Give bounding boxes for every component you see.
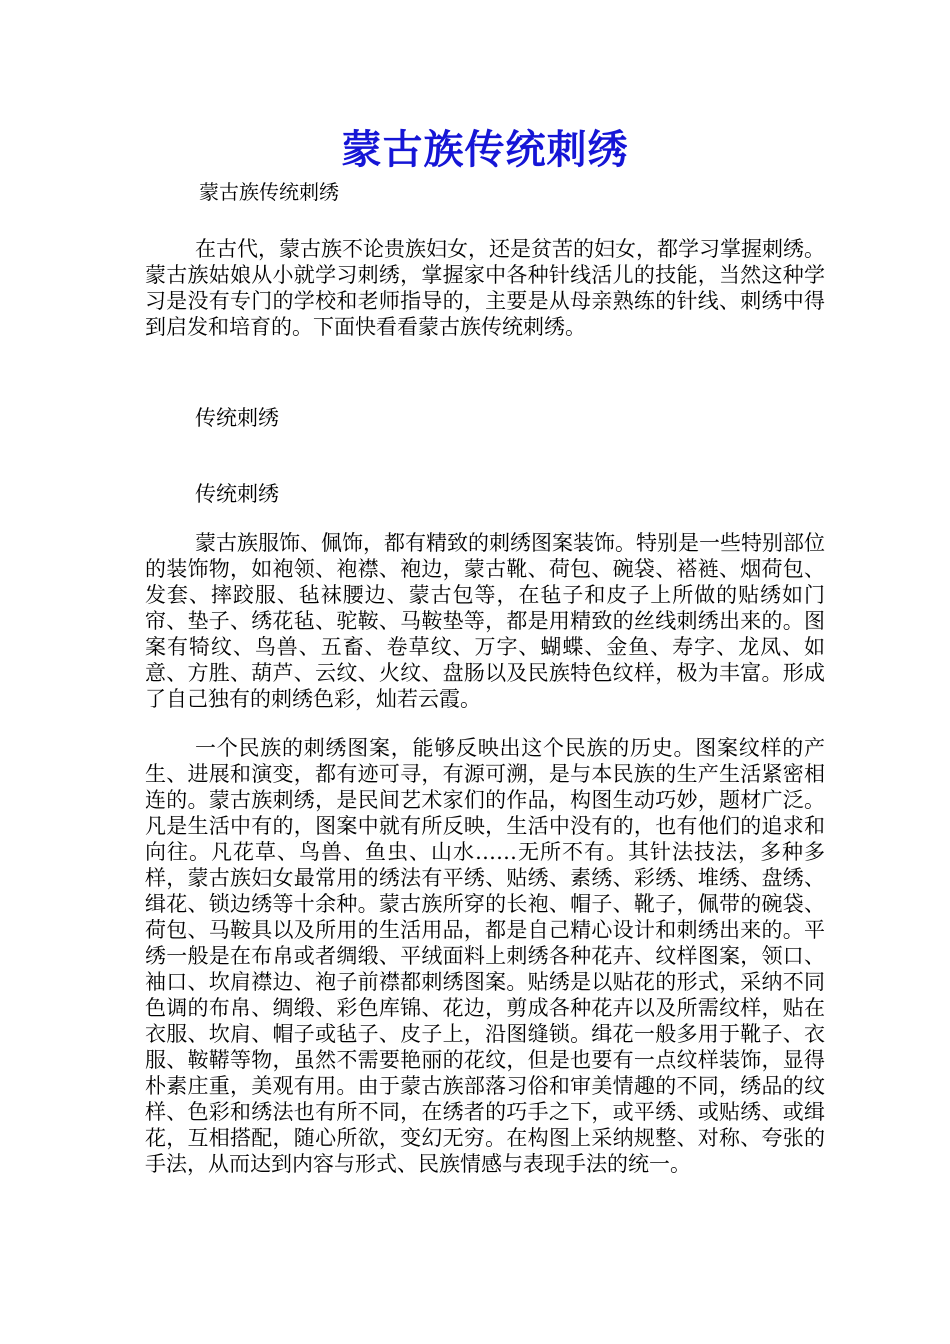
body-paragraph-3: 一个民族的刺绣图案，能够反映出这个民族的历史。图案纹样的产生、进展和演变，都有迹可寻，有源可溯，是与本民族的生产生活紧密相连的。蒙古族刺绣，是民间艺术家们的作品，构图生动巧妙，题材广泛。凡是生活中有的，图案中就有所反映，生活中没有的，也有他们的追求和向往。凡花草、鸟兽、鱼虫、山水……无所不有。其针法技法，多种多样，蒙古族妇女最常用的绣法有平绣、贴绣、素绣、彩绣、堆绣、盘绣、缉花、锁边绣等十余种。蒙古族所穿的长袍、帽子、靴子，佩带的碗袋、荷包、马鞍具以及所用的生活用品，都是自己精心设计和刺绣出来的。平绣一般是在布帛或者绸缎、平绒面料上刺绣各种花卉、纹样图案，领口、袖口、坎肩襟边、袍子前襟都刺绣图案。贴绣是以贴花的形式，采纳不同色调的布帛、绸缎、彩色库锦、花边，剪成各种花卉以及所需纹样，贴在衣服、坎肩、帽子或毡子、皮子上，沿图缝锁。缉花一般多用于靴子、衣服、鞍鞯等物，虽然不需要艳丽的花纹，但是也要有一点纹样装饰，显得朴素庄重，美观有用。由于蒙古族部落习俗和审美情趣的不同，绣品的纹样、色彩和绣法也有所不同，在绣者的巧手之下，或平绣、或贴绣、或缉花，互相搭配，随心所欲，变幻无穷。在构图上采纳规整、对称、夸张的手法，从而达到内容与形式、民族情感与表现手法的统一。 — [145, 736, 825, 1176]
intro-paragraph: 在古代，蒙古族不论贵族妇女，还是贫苦的妇女，都学习掌握刺绣。蒙古族姑娘从小就学习刺绣，掌握家中各种针线活儿的技能，当然这种学习是没有专门的学校和老师指导的，主要是从母亲熟练的针线、刺绣中得到启发和培育的。下面快看看蒙古族传统刺绣。 — [145, 237, 825, 339]
body-paragraph-2: 蒙古族服饰、佩饰，都有精致的刺绣图案装饰。特别是一些特别部位的装饰物，如袍领、袍襟、袍边，蒙古靴、荷包、碗袋、褡裢、烟荷包、发套、摔跤服、毡袜腰边、蒙古包等，在毡子和皮子上所做的贴绣如门帘、垫子、绣花毡、驼鞍、马鞍垫等，都是用精致的丝线刺绣出来的。图案有犄纹、鸟兽、五畜、卷草纹、万字、蝴蝶、金鱼、寿字、龙凤、如意、方胜、葫芦、云纹、火纹、盘肠以及民族特色纹样，极为丰富。形成了自己独有的刺绣色彩，灿若云霞。 — [145, 531, 825, 711]
document-page — [145, 120, 825, 1177]
document-title: 蒙古族传统刺绣 — [341, 126, 629, 173]
section-heading-2: 传统刺绣 — [195, 482, 279, 506]
document-subtitle: 蒙古族传统刺绣 — [199, 180, 339, 204]
section-heading-1: 传统刺绣 — [195, 406, 279, 430]
